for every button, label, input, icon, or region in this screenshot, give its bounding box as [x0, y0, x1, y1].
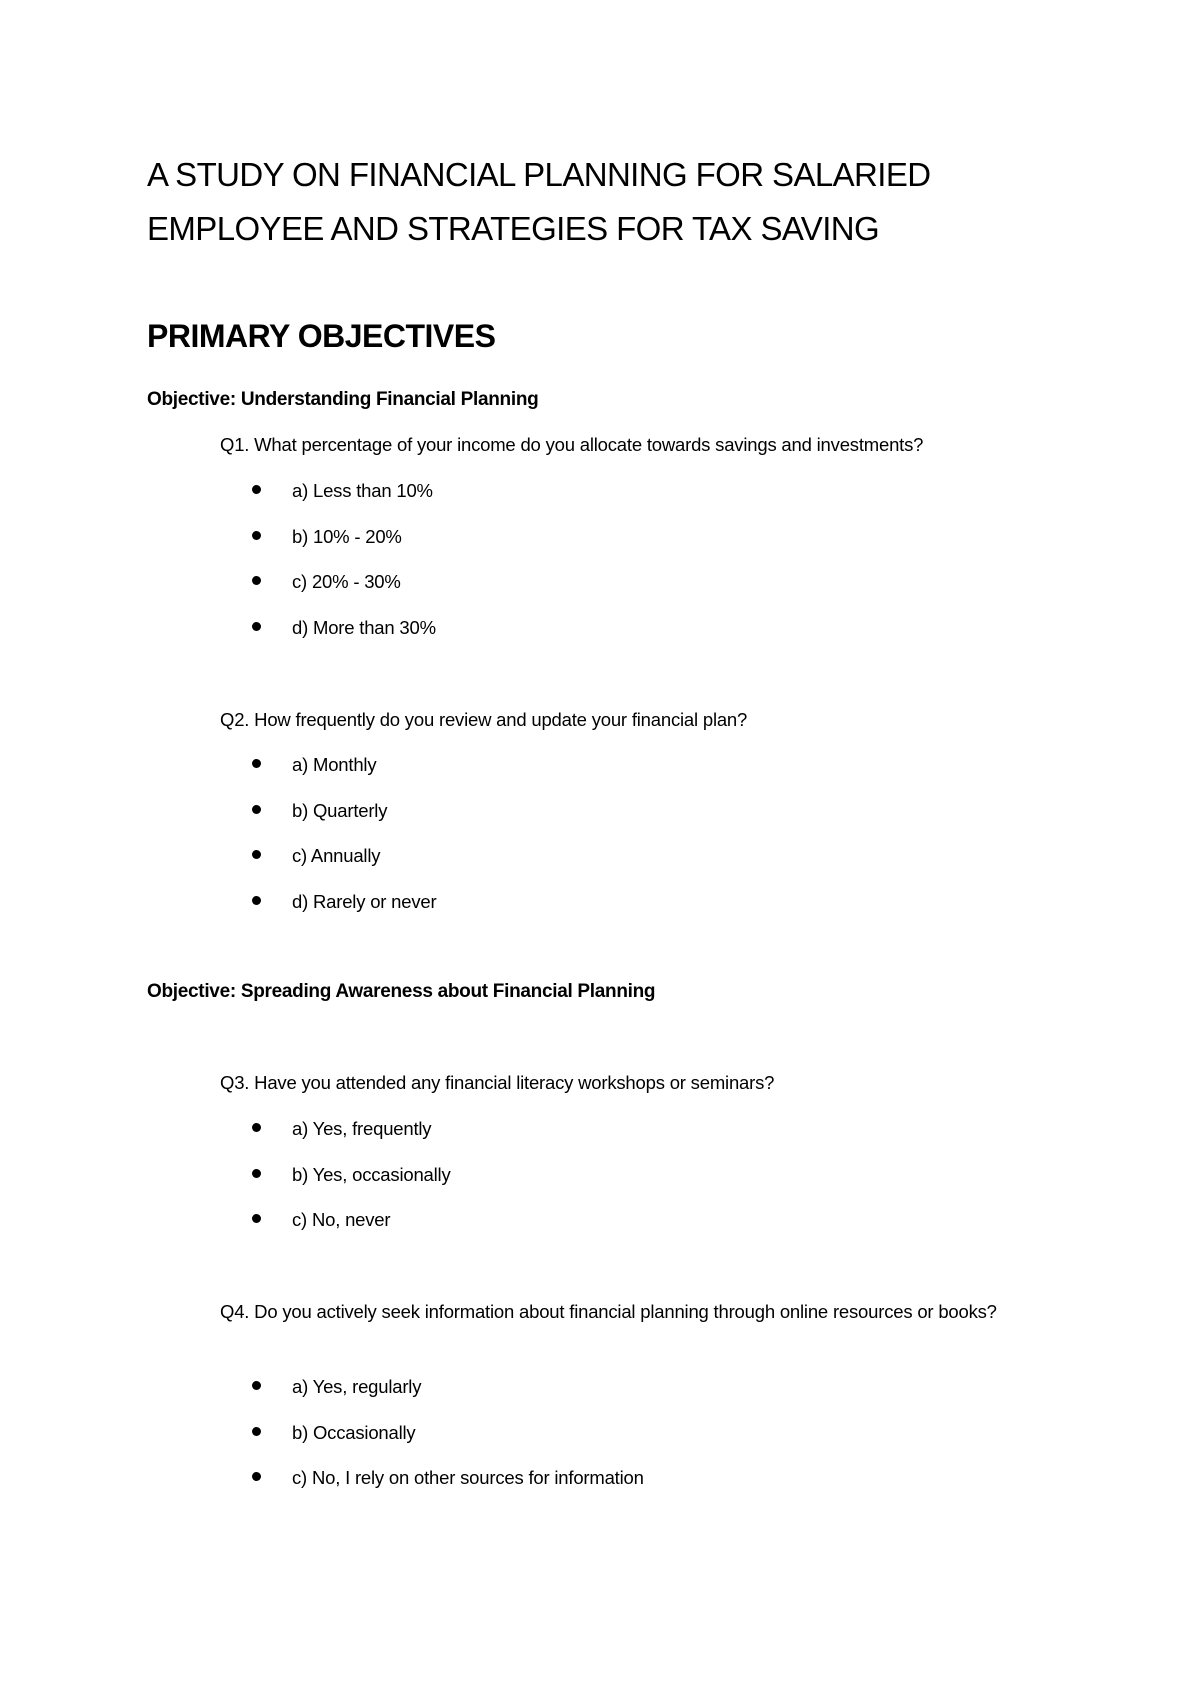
option-item [252, 752, 436, 798]
objective-heading: Objective: Spreading Awareness about Financial Planning [147, 981, 656, 1002]
option-list [252, 478, 436, 660]
question-text: Q1. What percentage of your income do you allocate towards savings and investments? [220, 434, 924, 455]
bullet-icon [252, 1381, 261, 1390]
bullet-icon [252, 805, 261, 814]
option-label: a) Yes, frequently [292, 1118, 432, 1139]
option-list [252, 1374, 644, 1511]
option-label: c) 20% - 30% [292, 571, 401, 592]
option-label: a) Yes, regularly [292, 1376, 422, 1397]
option-item [252, 1420, 644, 1466]
option-item [252, 843, 436, 889]
bullet-icon [252, 1214, 261, 1223]
option-label: b) Yes, occasionally [292, 1163, 451, 1185]
option-item [252, 615, 436, 661]
option-label: b) Occasionally [292, 1421, 416, 1443]
option-item [252, 798, 436, 844]
bullet-icon [252, 759, 261, 768]
option-label: d) Rarely or never [292, 890, 437, 912]
bullet-icon [252, 1472, 261, 1481]
option-list [252, 1116, 451, 1253]
bullet-icon [252, 576, 261, 585]
option-label: b) Quarterly [292, 799, 388, 821]
option-label: b) 10% - 20% [292, 525, 402, 547]
option-label: c) Annually [292, 845, 381, 866]
bullet-icon [252, 622, 261, 631]
bullet-icon [252, 896, 261, 905]
section-heading: PRIMARY OBJECTIVES [147, 318, 496, 354]
bullet-icon [252, 850, 261, 859]
document-title [147, 148, 1047, 256]
bullet-icon [252, 1169, 261, 1178]
option-item [252, 524, 436, 570]
bullet-icon [252, 1427, 261, 1436]
option-list [252, 752, 436, 934]
option-label: a) Monthly [292, 754, 377, 775]
option-item [252, 889, 436, 935]
bullet-icon [252, 485, 261, 494]
option-item [252, 1116, 451, 1162]
option-item [252, 1465, 644, 1511]
option-label: c) No, never [292, 1209, 391, 1230]
option-label: c) No, I rely on other sources for information [292, 1467, 644, 1488]
option-item [252, 478, 436, 524]
bullet-icon [252, 531, 261, 540]
question-text: Q4. Do you actively seek information about financial planning through online resources or books? [220, 1301, 997, 1322]
question-text: Q3. Have you attended any financial literacy workshops or seminars? [220, 1072, 775, 1093]
option-label: a) Less than 10% [292, 480, 433, 501]
title-line-1: A STUDY ON FINANCIAL PLANNING FOR SALARIED [147, 156, 931, 193]
title-line-2: EMPLOYEE AND STRATEGIES FOR TAX SAVING [147, 210, 880, 247]
option-label: d) More than 30% [292, 616, 436, 638]
option-item [252, 1207, 451, 1253]
option-item [252, 1162, 451, 1208]
option-item [252, 1374, 644, 1420]
objective-heading: Objective: Understanding Financial Planning [147, 389, 539, 410]
option-item [252, 569, 436, 615]
bullet-icon [252, 1123, 261, 1132]
question-text: Q2. How frequently do you review and update your financial plan? [220, 709, 748, 730]
